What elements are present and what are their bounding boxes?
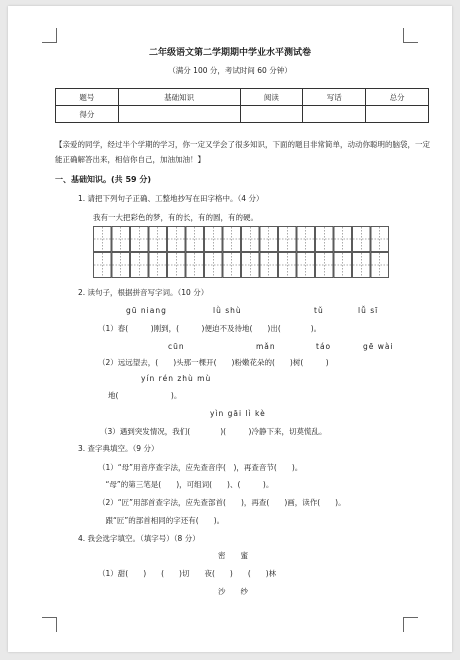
question-4-options: 密 蜜 bbox=[218, 551, 248, 560]
question-3-line: （1）“母”用音序查字法，应先查音序( )，再查音节( )。 bbox=[98, 463, 303, 472]
score-cell[interactable] bbox=[303, 106, 366, 123]
pinyin: yín rén zhù mù bbox=[141, 374, 212, 383]
crop-mark-bottom-right bbox=[403, 617, 418, 632]
question-3-label: 3. 查字典填空。（9 分） bbox=[78, 444, 159, 453]
score-header-cell: 写话 bbox=[303, 89, 366, 106]
pinyin: cūn bbox=[168, 342, 185, 351]
question-1-label: 1. 请把下列句子正确、工整地抄写在田字格中。（4 分） bbox=[78, 194, 264, 203]
section-title: 一、基础知识。(共 59 分) bbox=[55, 175, 152, 184]
pinyin: lǜ shù bbox=[213, 306, 242, 315]
pinyin: yìn gāi lì kè bbox=[210, 409, 266, 418]
score-header-cell: 基础知识 bbox=[118, 89, 240, 106]
score-table bbox=[55, 88, 429, 123]
question-2-label: 2. 读句子，根据拼音写字词。（10 分） bbox=[78, 288, 209, 297]
question-4-line: （1）甜( ) ( )切 夜( ) ( )林 bbox=[98, 569, 277, 578]
pinyin: táo bbox=[316, 342, 332, 351]
question-2-line: （1）春( )刚到，( )便迫不及待地( )出( )。 bbox=[98, 324, 322, 333]
pinyin: lǚ sī bbox=[358, 306, 379, 315]
tianzige-grid[interactable] bbox=[93, 226, 389, 278]
question-3-line: （2）“匠”用部首查字法，应先查部首( )，再查( )画，读作( )。 bbox=[98, 498, 346, 507]
pinyin: tǔ bbox=[314, 306, 324, 315]
exam-title: 二年级语文第二学期期中学业水平测试卷 bbox=[148, 48, 311, 58]
question-3-line: “母”的第三笔是( )，可组词( )、( )。 bbox=[98, 480, 274, 489]
score-cell[interactable] bbox=[118, 106, 240, 123]
intro-paragraph: 【亲爱的同学，经过半个学期的学习，你一定又学会了很多知识，下面的题目非常简单，动动你聪明的脑袋，一定能正确解答出来，相信你自己，加油加油！】 bbox=[55, 140, 430, 164]
question-2-line: （3）遇到突发情况，我们( )( )冷静下来，切莫慌乱。 bbox=[100, 427, 327, 436]
question-4-label: 4. 我会选字填空。（填字号）（8 分） bbox=[78, 534, 200, 543]
score-row-label: 得分 bbox=[56, 106, 119, 123]
pinyin: mǎn bbox=[256, 342, 276, 351]
score-cell[interactable] bbox=[240, 106, 303, 123]
score-header-cell: 总分 bbox=[366, 89, 429, 106]
score-table-row bbox=[56, 106, 429, 123]
crop-mark-bottom-left bbox=[42, 617, 57, 632]
question-3-line: 跟“匠”的部首相同的字还有( )。 bbox=[98, 516, 225, 525]
crop-mark-top-left bbox=[42, 28, 57, 43]
question-2-line: （2）远远望去，( )头那一棵开( )粉嫩花朵的( )树( ) bbox=[98, 358, 329, 367]
question-2-line: 地( )。 bbox=[108, 391, 182, 400]
crop-mark-top-right bbox=[403, 28, 418, 43]
score-header-cell: 阅读 bbox=[240, 89, 303, 106]
pinyin: gē wài bbox=[363, 342, 394, 351]
pinyin: gū niang bbox=[126, 306, 167, 315]
score-cell[interactable] bbox=[366, 106, 429, 123]
exam-subtitle: （满分 100 分，考试时间 60 分钟） bbox=[168, 66, 292, 75]
exam-page bbox=[8, 6, 452, 652]
score-table-header-row bbox=[56, 89, 429, 106]
score-header-cell: 题号 bbox=[56, 89, 119, 106]
question-4-options: 沙 纱 bbox=[218, 587, 248, 596]
question-1-sentence: 我有一大把彩色的梦，有的长，有的圆，有的硬。 bbox=[93, 213, 258, 222]
